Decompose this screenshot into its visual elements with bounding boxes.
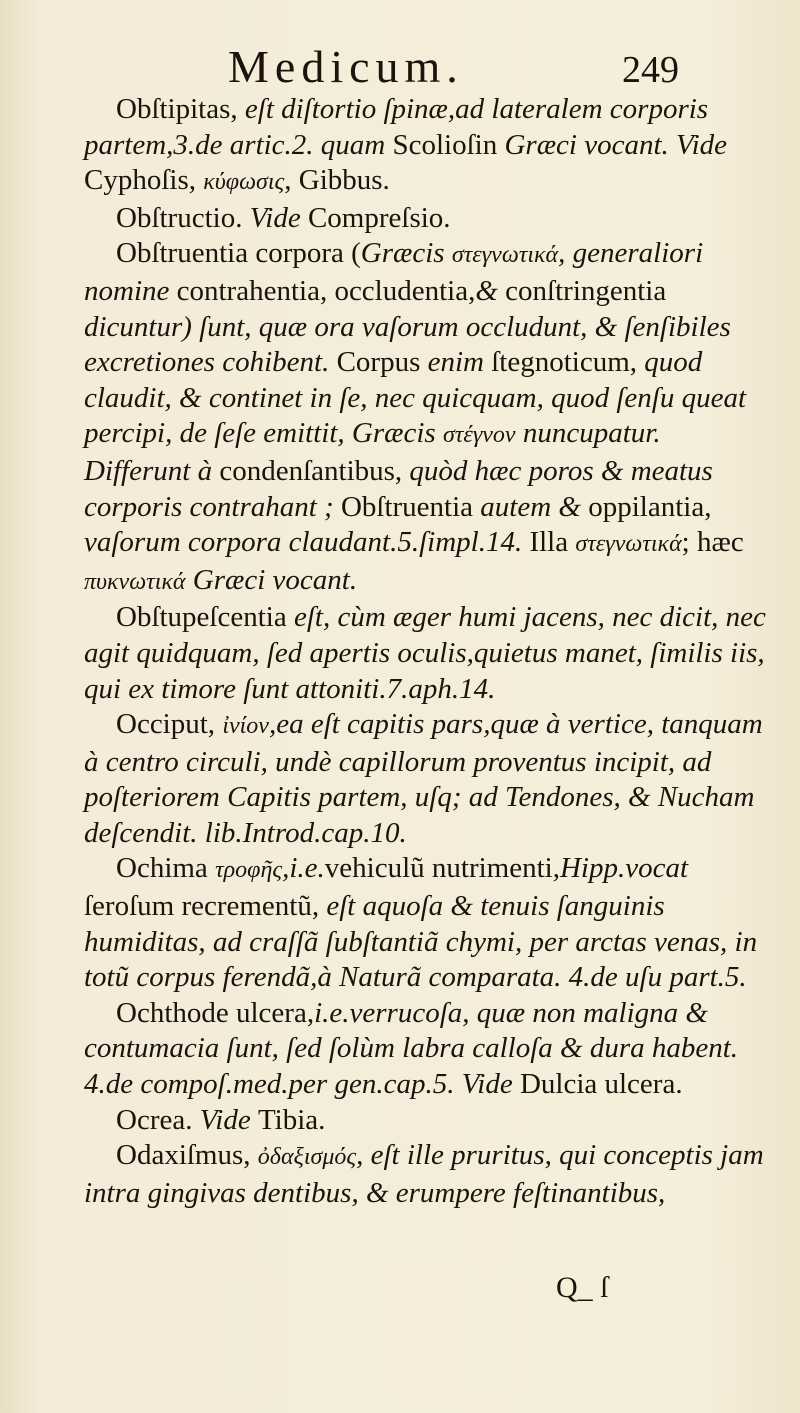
entry-occiput: Occiput, ἰνίον,ea eſt capitis pars,quæ à vertice, tanquam à centro circuli, undè capillorum proventus incipit, ad poſteriorem Capitis partem, uſq; ad Tendones, & Nucham deſcendit. lib.Introd.cap.10. (84, 708, 763, 849)
running-title: Medicum. (228, 41, 464, 92)
page-footer (0, 1270, 800, 1310)
page-header (0, 42, 800, 92)
catchword: Q_ ſ (556, 1271, 609, 1304)
entry-odaxismus: Odaxiſmus, ὀδαξισμός, eſt ille pruritus, qui conceptis jam intra gingivas dentibus, & erumpere feſtinantibus, (84, 1139, 764, 1209)
entry-ochima: Ochima τροφῆς,i.e.vehiculũ nutrimenti,Hipp.vocat ſeroſum recrementũ, eſt aquoſa & tenuis ſanguinis humiditas, ad craſſã ſubſtantiã chymi, per arctas venas, in totũ corpus ferendã,à Naturã comparata. 4.de uſu part.5. (84, 852, 758, 994)
entry-obstruentia: Obſtruentia corpora (Græcis στεγνωτικά, generaliori nomine contrahentia, occludentia,& conſtringentia dicuntur) ſunt, quæ ora vaſorum occludunt, & ſenſibiles excretiones cohibent. Corpus enim ſtegnoticum, quod claudit, & continet in ſe, nec quicquam, quod ſenſu queat percipi, de ſeſe emittit, Græcis στέγνον nuncupatur. Differunt à condenſantibus, quòd hæc poros & meatus corporis contrahant ; Obſtruentia autem & oppilantia, vaſorum corpora claudant.5.ſimpl.14. Illa στεγνωτικά; hæc πυκνωτικά Græci vocant. (84, 237, 747, 596)
page-number: 249 (622, 49, 679, 91)
entry-obstipitas: Obſtipitas, eſt diſtortio ſpinæ,ad lateralem corporis partem,3.de artic.2. quam Scolioſin Græci vocant. Vide Cyphoſis, κύφωσις, Gibbus. (84, 93, 728, 197)
entry-obstructio: Obſtructio. Vide Compreſsio. (116, 201, 451, 234)
dictionary-text (84, 92, 774, 1211)
entry-obstupescentia: Obſtupeſcentia eſt, cùm æger humi jacens, nec dicit, nec agit quidquam, ſed apertis oculis,quietus manet, ſimilis iis, qui ex timore ſunt attoniti.7.aph.14. (84, 601, 766, 705)
entry-ochthode-ulcera: Ochthode ulcera,i.e.verrucoſa, quæ non maligna & contumacia ſunt, ſed ſolùm labra calloſa & dura habent. 4.de compoſ.med.per gen.cap.5. Vide Dulcia ulcera. (84, 996, 739, 1101)
entry-ocrea: Ocrea. Vide Tibia. (116, 1103, 326, 1136)
